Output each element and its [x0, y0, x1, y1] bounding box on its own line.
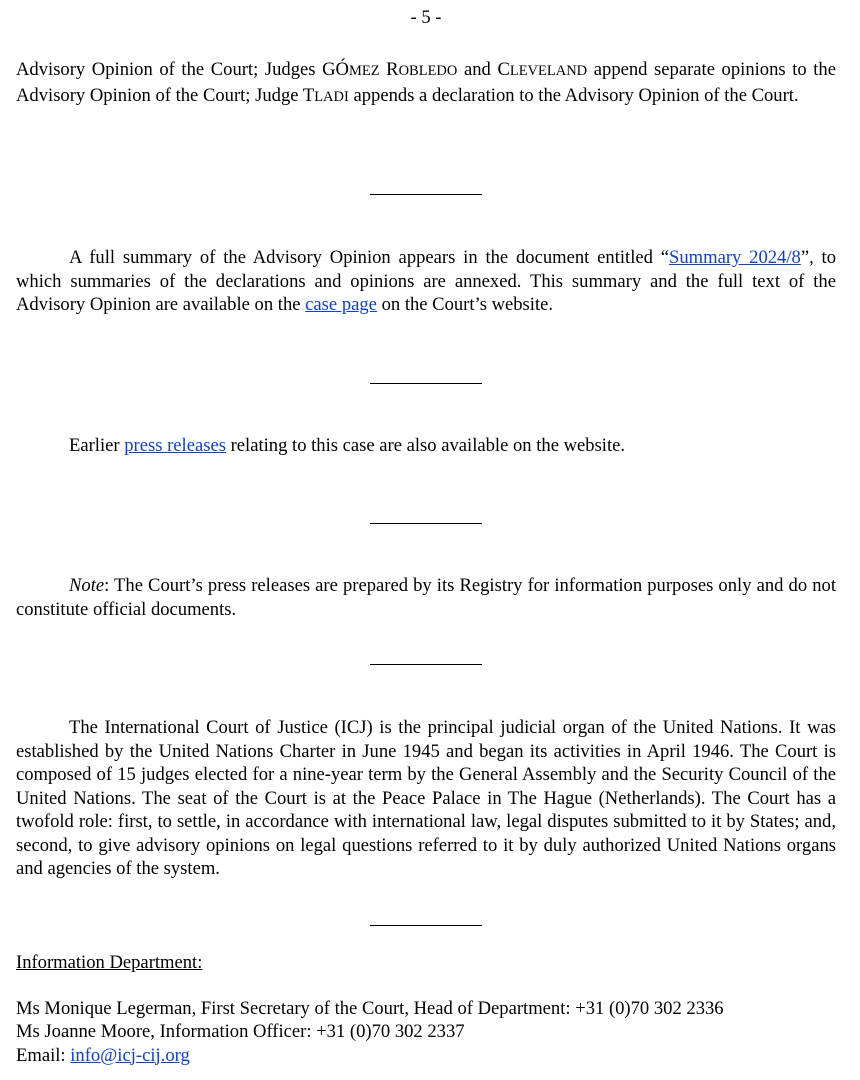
case-page-link[interactable]: case page [305, 294, 377, 315]
press-text: Earlier [69, 435, 125, 456]
page-number: - 5 - [410, 7, 442, 28]
judge-name-gomez: MEZ [348, 63, 380, 79]
separator-line [370, 925, 482, 926]
note-text: : The Court’s press releases are prepared by its Registry for information purposes only and do not constitute official documents. [16, 575, 836, 620]
judge-name-tladi: LADI [314, 88, 349, 105]
separator-line [370, 194, 482, 195]
contact-spacer [16, 975, 836, 997]
opinions-text-mid: append separate opinions to the Advisory Opinion of the Court; Judge [16, 59, 836, 106]
judge-initial-gomez: Ó [335, 59, 349, 80]
judge-name-cleveland: LEVELAND [509, 63, 588, 79]
email-link[interactable]: info@icj-cij.org [70, 1044, 190, 1066]
summary-text-end: on the Court’s website. [376, 294, 554, 315]
opinions-text: Advisory Opinion of the Court; Judges G [16, 59, 336, 80]
separator-line [370, 523, 482, 524]
judge-initial-tladi: T [302, 84, 315, 106]
judge-initial-robledo: R [386, 59, 399, 80]
contact-line-moore: Ms Joanne Moore, Information Officer: +31 (0)70 302 2337 [16, 1021, 465, 1042]
summary-text: A full summary of the Advisory Opinion appears in the document entitled “ [69, 247, 670, 268]
summary-paragraph [16, 246, 836, 317]
contact-block [16, 951, 836, 1067]
contact-heading: Information Department: [16, 952, 203, 973]
press-releases-link[interactable]: press releases [124, 435, 226, 456]
opinions-text-and: and [457, 59, 498, 80]
judge-name-robledo: OBLEDO [398, 63, 458, 79]
opinions-paragraph [16, 58, 836, 109]
press-text-end: relating to this case are also available on the website. [225, 435, 626, 456]
summary-text-mid: ”, to which summaries of the declarations and opinions are annexed. This summary and the full text of the Advisory Opinion are available on the [16, 247, 837, 315]
separator-line [370, 664, 482, 665]
press-paragraph [16, 434, 836, 458]
contact-email-line [16, 1044, 836, 1068]
separator-line [370, 383, 482, 384]
contact-line-legerman: Ms Monique Legerman, First Secretary of the Court, Head of Department: +31 (0)70 302 2336 [16, 997, 724, 1019]
judge-initial-cleveland: C [497, 59, 510, 80]
summary-link[interactable]: Summary 2024/8 [669, 247, 801, 268]
opinions-text-end: appends a declaration to the Advisory Opinion of the Court. [348, 84, 799, 106]
note-label: Note [69, 575, 105, 596]
email-label: Email: [16, 1044, 71, 1066]
note-paragraph [16, 574, 836, 621]
icj-paragraph: The International Court of Justice (ICJ) is the principal judicial organ of the United Nations. It was established by the United Nations Charter in June 1945 and began its activities in April 1946. The Court is composed of 15 judges elected for a nine-year term by the General Assembly and the Security Council of the United Nations. The seat of the Court is at the Peace Palace in The Hague (Netherlands). The Court has a twofold role: first, to settle, in accordance with international law, legal disputes submitted to it by States; and, second, to give advisory opinions on legal questions referred to it by duly authorized United Nations organs and agencies of the system. [16, 717, 836, 879]
